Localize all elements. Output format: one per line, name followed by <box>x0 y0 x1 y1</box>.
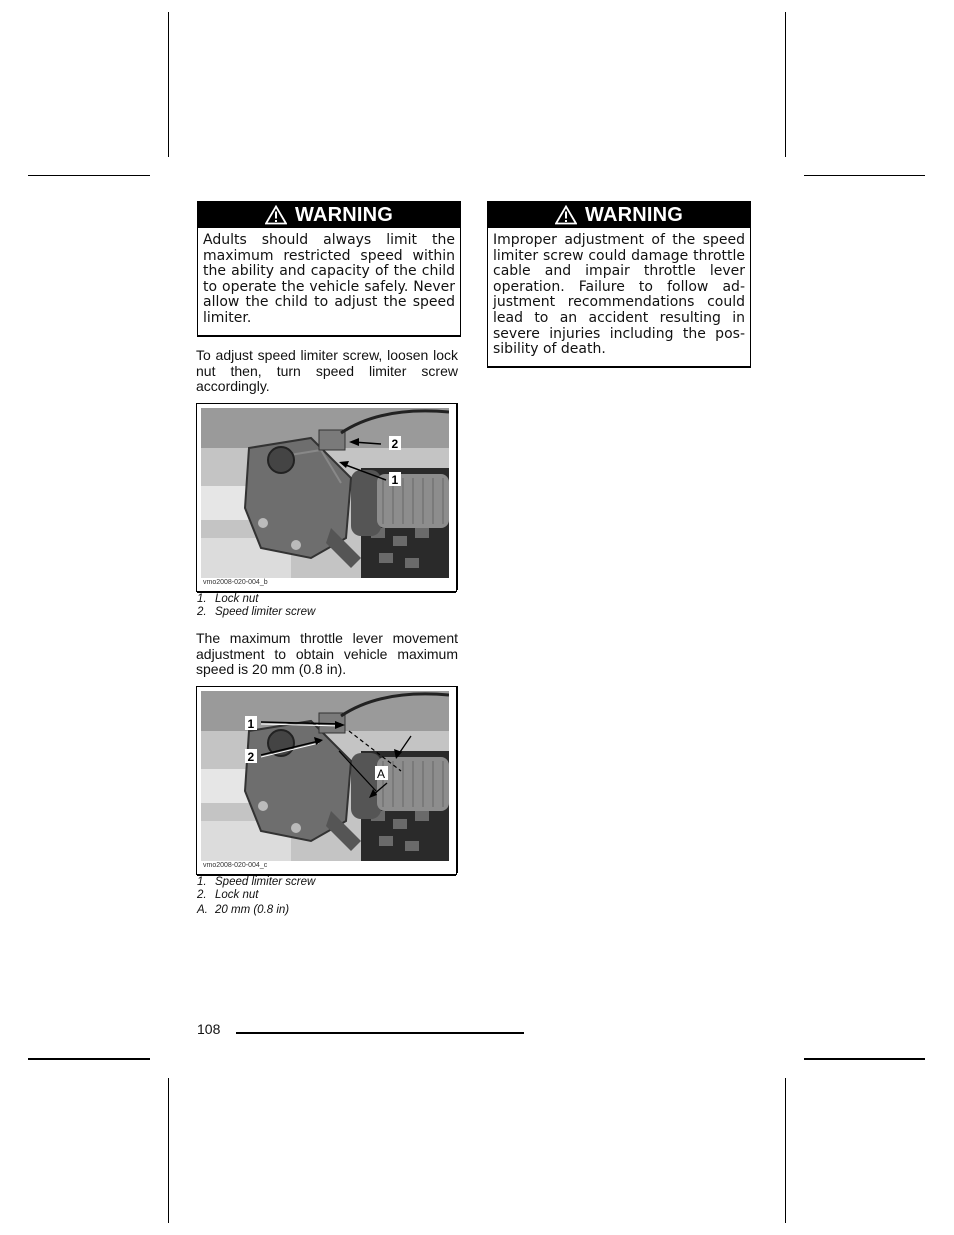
warning-triangle-icon <box>555 205 577 225</box>
warning-text: Adults should always limit the maximum restricted speed within the ability and capacity of the child to operate the vehicle safely. Never allow the child to adjust the speed limiter. <box>203 232 455 326</box>
footer-rule <box>236 1032 524 1034</box>
legend-item: 2. Speed limiter screw <box>197 605 316 618</box>
callout-label: A <box>377 767 386 781</box>
warning-triangle-icon <box>265 205 287 225</box>
figure-border <box>456 403 458 590</box>
warning-header <box>488 202 750 228</box>
legend-item: 1. Lock nut <box>197 593 259 605</box>
throttle-movement-text: The maximum throttle lever movement adjustment to obtain vehicle maximum speed is 20 mm (0.8 in). <box>196 630 458 678</box>
warning-title: WARNING <box>294 203 394 226</box>
callout-label: 2 <box>247 750 255 764</box>
crop-mark <box>28 175 150 176</box>
figure-id: vmo2008-020-004_b <box>203 579 268 586</box>
callout-label: 1 <box>247 717 255 731</box>
figure-border <box>456 686 458 873</box>
crop-mark <box>804 175 925 176</box>
figure1-legend <box>197 593 315 618</box>
crop-mark <box>785 12 786 157</box>
figure2-legend <box>197 876 315 917</box>
callout-label: 1 <box>391 473 399 487</box>
warning-text: Improper adjustment of the speed limiter screw could damage throttle cable and impair throttle lever operation. Failure to follow adjustment recommendations could lead to an accident resulting in severe injuries including the possibility of death. <box>493 232 745 358</box>
throttle-housing-photo <box>201 408 449 578</box>
adjust-instructions: To adjust speed limiter screw, loosen lock nut then, turn speed limiter screw accordingly. <box>196 347 458 395</box>
figure-throttle-adjustment <box>196 686 457 875</box>
crop-mark <box>785 1078 786 1223</box>
page-number: 108 <box>197 1021 221 1037</box>
warning-header <box>198 202 460 228</box>
figure-throttle-lock-nut <box>196 403 457 592</box>
figure-id: vmo2008-020-004_c <box>203 862 268 869</box>
warning-title: WARNING <box>584 203 684 226</box>
legend-item: 1. Speed limiter screw <box>197 876 316 888</box>
legend-item: 2. Lock nut <box>197 888 259 901</box>
crop-mark <box>804 1058 925 1060</box>
callout-label: 2 <box>391 437 399 451</box>
crop-mark <box>168 1078 169 1223</box>
crop-mark <box>168 12 169 157</box>
crop-mark <box>28 1058 150 1060</box>
throttle-housing-photo <box>201 691 449 861</box>
legend-item: A. 20 mm (0.8 in) <box>197 904 290 916</box>
warning-box-throttle-damage <box>487 201 751 368</box>
warning-box-child-speed <box>197 201 461 337</box>
